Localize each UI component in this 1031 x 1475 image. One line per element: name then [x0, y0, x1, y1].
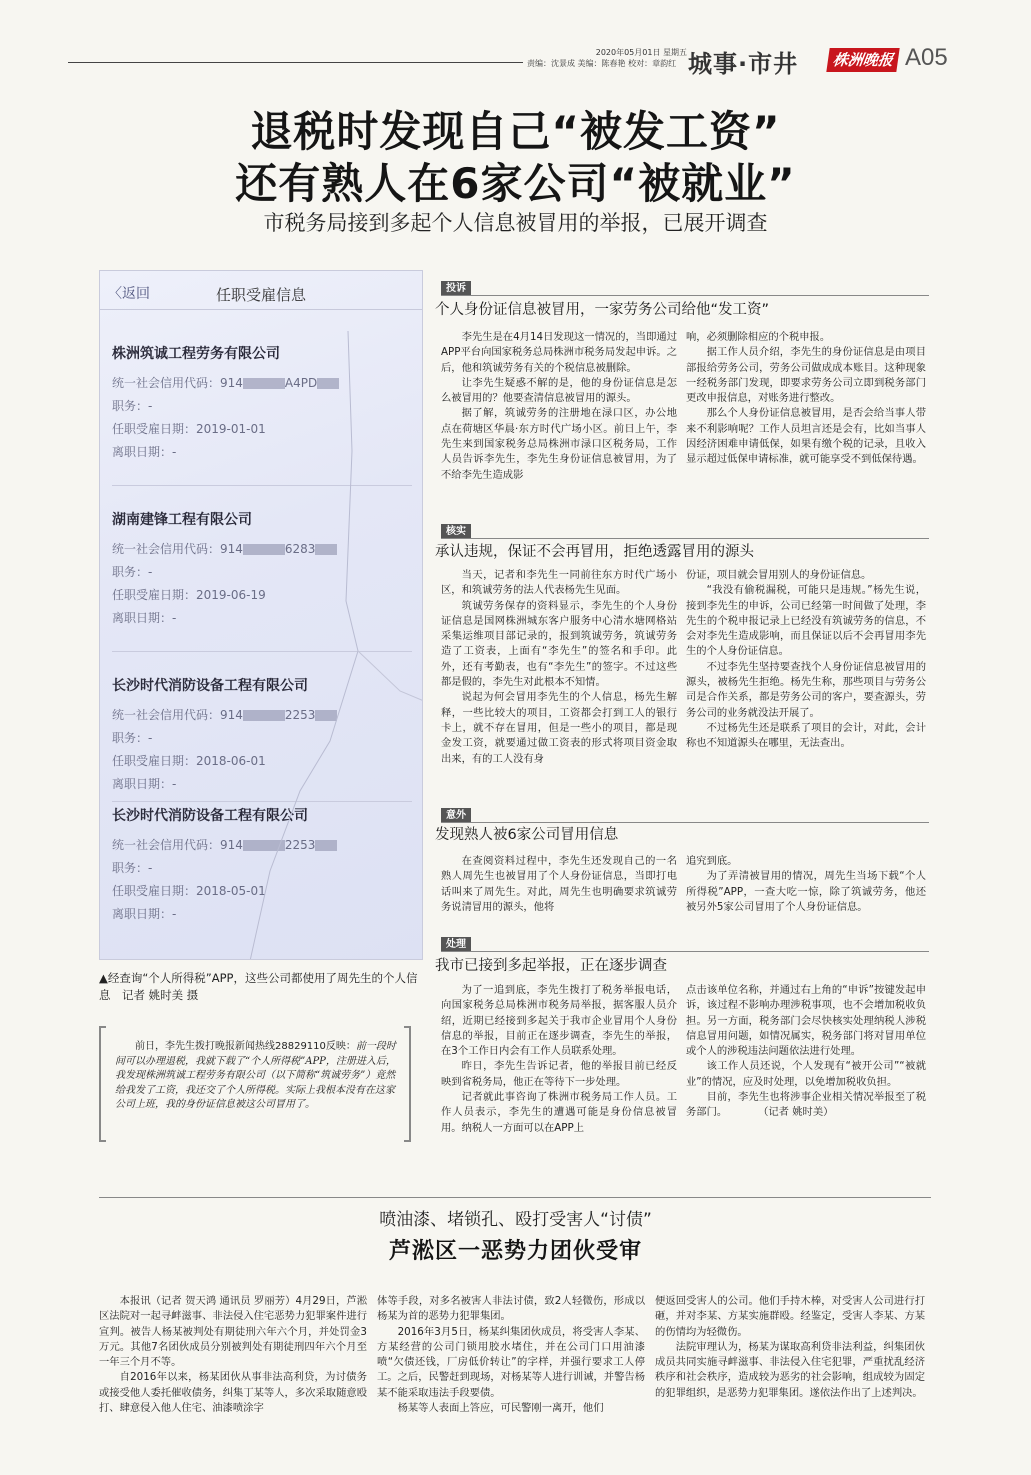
paragraph: 说起为何会冒用李先生的个人信息，杨先生解释，一些比较大的项目，工资都会打到工人的银行卡上，就不存在冒用，但是一些小的项目，都是现金发工资，就要通过做工资表的形式将项目资金取出来，有的工人没有身	[441, 691, 677, 765]
quote-intro: 前日，李先生拨打晚报新闻热线28829110反映：	[135, 1041, 356, 1052]
headline-line2: 还有熟人在6家公司“被就业”	[235, 159, 796, 208]
section-rule	[441, 822, 929, 823]
section-rule	[441, 295, 929, 296]
credit-code: 统一社会信用代码：914 2253	[112, 834, 408, 857]
header-meta	[527, 47, 687, 69]
section-title: 我市已接到多起举报，正在逐步调查	[435, 958, 667, 974]
photo-screen-title: 任职受雇信息	[215, 286, 306, 304]
article-kicker: 喷油漆、堵锁孔、殴打受害人“讨债”	[379, 1210, 652, 1230]
section-col-left	[441, 330, 677, 483]
photo-caption: ▲经查询“个人所得税”APP，这些公司都使用了周先生的个人信息 记者 姚时美 摄	[99, 971, 418, 1002]
section-rule	[441, 538, 929, 539]
hire-date: 任职受雇日期：2018-06-01	[112, 754, 266, 768]
page-number: A05	[905, 44, 948, 71]
paragraph: 杨某等人表面上答应，可民警刚一离开，他们	[397, 1402, 604, 1415]
article-divider	[99, 1197, 931, 1198]
paragraph: 当天，记者和李先生一同前往东方时代广场小区，和筑诚劳务的法人代表杨先生见面。	[441, 569, 677, 597]
article-col-3	[655, 1294, 925, 1401]
reader-quote-box	[99, 1026, 411, 1142]
paragraph: 2016年3月5日，杨某纠集团伙成员，将受害人李某、方某经营的公司门锁用胶水堵住，并在公司门口用油漆喷“欠债还钱，厂房低价转让”的字样，并强行要求工人停工。之后，民警赶到现场，对杨某等人进行训诫，并警告杨某不能采取违法手段要债。	[377, 1325, 645, 1399]
paragraph: 让李先生疑惑不解的是，他的身份证信息是怎么被冒用的？他要查清信息被冒用的源头。	[441, 376, 677, 405]
article-col-1	[99, 1294, 367, 1416]
paragraph: 便返回受害人的公司。他们手持木棒，对受害人公司进行打砸，并对李某、方某实施群殴。经鉴定，受害人李某、方某的伤情均为轻微伤。	[655, 1295, 925, 1338]
section-tag: 核实	[441, 524, 471, 539]
duty: 职务：-	[112, 861, 153, 875]
news-photo	[99, 270, 423, 960]
header-editors: 责编：沈景成 美编：陈春艳 校对：章韵红	[527, 59, 677, 68]
paragraph: 本报讯（记者 贺天鸿 通讯员 罗丽芳）4月29日，芦淞区法院对一起寻衅滋事、非法侵入住宅恶势力犯罪案件进行宣判。被告人杨某被判处有期徒刑六年六个月，并处罚金3万元。其他7名团伙成员分别被判处有期徒刑四年六个月至一年三个月不等。	[99, 1295, 367, 1369]
paragraph: 那么个人身份证信息被冒用，是否会给当事人带来不利影响呢？工作人员坦言还是会有，比如当事人因经济困难申请低保，如果有缴个税的记录，且收入显示超过低保申请标准，就可能享受不到低保待遇。	[686, 407, 926, 466]
paragraph: 为了一追到底，李先生拨打了税务举报电话，向国家税务总局株洲市税务局举报，据客服人员介绍，近期已经接到多起关于我市企业冒用个人身份信息的举报，目前正在逐步调查，李先生的举报，在3个工作日内会有工作人员联系处理。	[441, 984, 677, 1058]
duty: 职务：-	[112, 399, 153, 413]
company-name: 长沙时代消防设备工程有限公司	[112, 678, 308, 694]
section-col-right	[686, 568, 926, 752]
leave-date: 离职日期：-	[112, 611, 177, 625]
article-col-2	[377, 1294, 645, 1416]
hire-date: 任职受雇日期：2018-05-01	[112, 884, 266, 898]
paragraph: 不过杨先生还是联系了项目的会计，对此，会计称也不知道源头在哪里，无法查出。	[686, 721, 926, 750]
section-tag: 投诉	[441, 281, 471, 296]
paragraph: 响，必须删除相应的个税申报。	[686, 331, 831, 343]
section-title: 发现熟人被6家公司冒用信息	[435, 827, 619, 843]
section-title: 承认违规，保证不会再冒用，拒绝透露冒用的源头	[435, 544, 754, 560]
paragraph: “我没有偷税漏税，可能只是违规。”杨先生说，接到李先生的申诉，公司已经第一时间做了处理，李先生的个税申报记录上已经没有筑诚劳务的信息，不会对李先生造成影响，而且保证以后不会再冒用李先生的个人身份证信息。	[686, 584, 926, 658]
company-name: 株洲筑诚工程劳务有限公司	[112, 346, 280, 362]
paragraph: 为了弄清被冒用的情况，周先生当场下载“个人所得税”APP，一查大吃一惊，除了筑诚劳务，他还被另外5家公司冒用了个人身份证信息。	[686, 870, 926, 913]
paragraph: 据了解，筑诚劳务的注册地在渌口区，办公地点在荷塘区华晨·东方时代广场小区。前日上午，李先生来到国家税务总局株洲市渌口区税务局，工作人员告诉李先生，李先生身份证信息被冒用，为了不给李先生造成影	[441, 407, 677, 481]
section-tag: 意外	[441, 808, 471, 823]
section-name: 城事·市井	[688, 50, 799, 78]
section-tag: 处理	[441, 937, 471, 952]
brand-logo: 株洲晚报	[826, 48, 899, 72]
paragraph: 体等手段，对多名被害人非法讨债，致2人轻微伤，形成以杨某为首的恶势力犯罪集团。	[377, 1295, 645, 1323]
paragraph: 法院审理认为，杨某为谋取高利贷非法利益，纠集团伙成员共同实施寻衅滋事、非法侵入住宅犯罪，严重扰乱经济秩序和社会秩序，造成较为恶劣的社会影响，组成较为固定的犯罪组织，是恶势力犯罪集团。遂依法作出了上述判决。	[655, 1340, 925, 1399]
paragraph: 份证，项目就会冒用别人的身份证信息。	[686, 569, 872, 581]
screen-crack	[100, 271, 423, 960]
credit-code: 统一社会信用代码：914 6283	[112, 538, 408, 561]
back-link[interactable]: 〈返回	[108, 286, 150, 302]
paragraph: 李先生是在4月14日发现这一情况的，当即通过APP平台向国家税务总局株洲市税务局发起申诉。之后，他和筑诚劳务有关的个税信息被删除。	[441, 331, 677, 374]
leave-date: 离职日期：-	[112, 777, 177, 791]
section-col-left	[441, 854, 677, 915]
credit-code: 统一社会信用代码：914 A4PD	[112, 372, 408, 395]
paragraph: 自2016年以来，杨某团伙从事非法高利贷，为讨债务或接受他人委托催收债务，纠集丁某等人，多次采取随意殴打、肆意侵入他人住宅、油漆喷涂字	[99, 1371, 367, 1415]
section-col-left	[441, 983, 677, 1136]
paragraph: 在查阅资料过程中，李先生还发现自己的一名熟人周先生也被冒用了个人身份证信息，当即打电话叫来了周先生。对此，周先生也明确要求筑诚劳务说清冒用的源头，他将	[441, 855, 677, 913]
bracket-right	[404, 1026, 411, 1142]
duty: 职务：-	[112, 565, 153, 579]
credit-code: 统一社会信用代码：914 2253	[112, 704, 408, 727]
section-col-right	[686, 854, 926, 915]
quote-body: 前一段时间可以办理退税，我就下载了“个人所得税”APP，注册进入后，我发现株洲筑诚工程劳务有限公司（以下简称“筑诚劳务”）竟然给我发了工资，我还交了个人所得税。实际上我根本没有在这家公司上班，我的身份证信息被这公司冒用了。	[115, 1041, 396, 1110]
leave-date: 离职日期：-	[112, 907, 177, 921]
hire-date: 任职受雇日期：2019-01-01	[112, 422, 266, 436]
section-title: 个人身份证信息被冒用，一家劳务公司给他“发工资”	[435, 302, 770, 318]
paragraph: 记者就此事咨询了株洲市税务局工作人员。工作人员表示，李先生的遭遇可能是身份信息被冒用。纳税人一方面可以在APP上	[441, 1091, 677, 1134]
leave-date: 离职日期：-	[112, 445, 177, 459]
headline-subtitle: 市税务局接到多起个人信息被冒用的举报，已展开调查	[263, 211, 768, 235]
section-col-right	[686, 330, 926, 468]
paragraph: 昨日，李先生告诉记者，他的举报目前已经反映到省税务局，他正在等待下一步处理。	[441, 1060, 677, 1088]
header-date: 2020年05月01日 星期五	[595, 48, 687, 57]
duty: 职务：-	[112, 731, 153, 745]
header-rule	[68, 62, 523, 63]
paragraph: 目前，李先生也将涉事企业相关情况举报至了税务部门。 （记者 姚时美）	[686, 1091, 926, 1119]
company-name: 湖南建锋工程有限公司	[112, 512, 252, 528]
bracket-left	[99, 1026, 106, 1142]
section-col-left	[441, 568, 677, 767]
paragraph: 据工作人员介绍，李先生的身份证信息是由项目部报给劳务公司，劳务公司做成成本账目。这种现象一经税务部门发现，即要求劳务公司立即到税务部门更改申报信息，对账务进行整改。	[686, 346, 926, 405]
section-col-right	[686, 983, 926, 1121]
paragraph: 不过李先生坚持要查找个人身份证信息被冒用的源头，被杨先生拒绝。杨先生称，那些项目与劳务公司是合作关系，都是劳务公司的客户，要查源头，劳务公司的业务就没法开展了。	[686, 660, 926, 719]
section-rule	[441, 951, 929, 952]
article-title: 芦淞区一恶势力团伙受审	[388, 1238, 642, 1264]
paragraph: 筑诚劳务保存的资料显示，李先生的个人身份证信息是国网株洲城东客户服务中心清水塘网格站采集运维项目部记录的，报到筑诚劳务，筑诚劳务造了工资表，上面有“李先生”的签名和手印。此外，还有考勤表，也有“李先生”的签字。不过这些都是假的，李先生对此根本不知情。	[441, 599, 677, 689]
company-name: 长沙时代消防设备工程有限公司	[112, 808, 308, 824]
paragraph: 点击该单位名称，并通过右上角的“申诉”按键发起申诉，该过程不影响办理涉税事项，也不会增加税收负担。另一方面，税务部门会尽快核实处理纳税人涉税信息冒用问题，如情况属实，税务部门将对冒用单位或个人的涉税违法问题依法进行处理。	[686, 984, 926, 1058]
hire-date: 任职受雇日期：2019-06-19	[112, 588, 266, 602]
paragraph: 追究到底。	[686, 855, 738, 867]
paragraph: 该工作人员还说，个人发现有“被开公司”“被就业”的情况，应及时处理，以免增加税收负担。	[686, 1060, 926, 1088]
quote-text	[115, 1040, 397, 1113]
headline-line1: 退税时发现自己“被发工资”	[250, 107, 781, 156]
